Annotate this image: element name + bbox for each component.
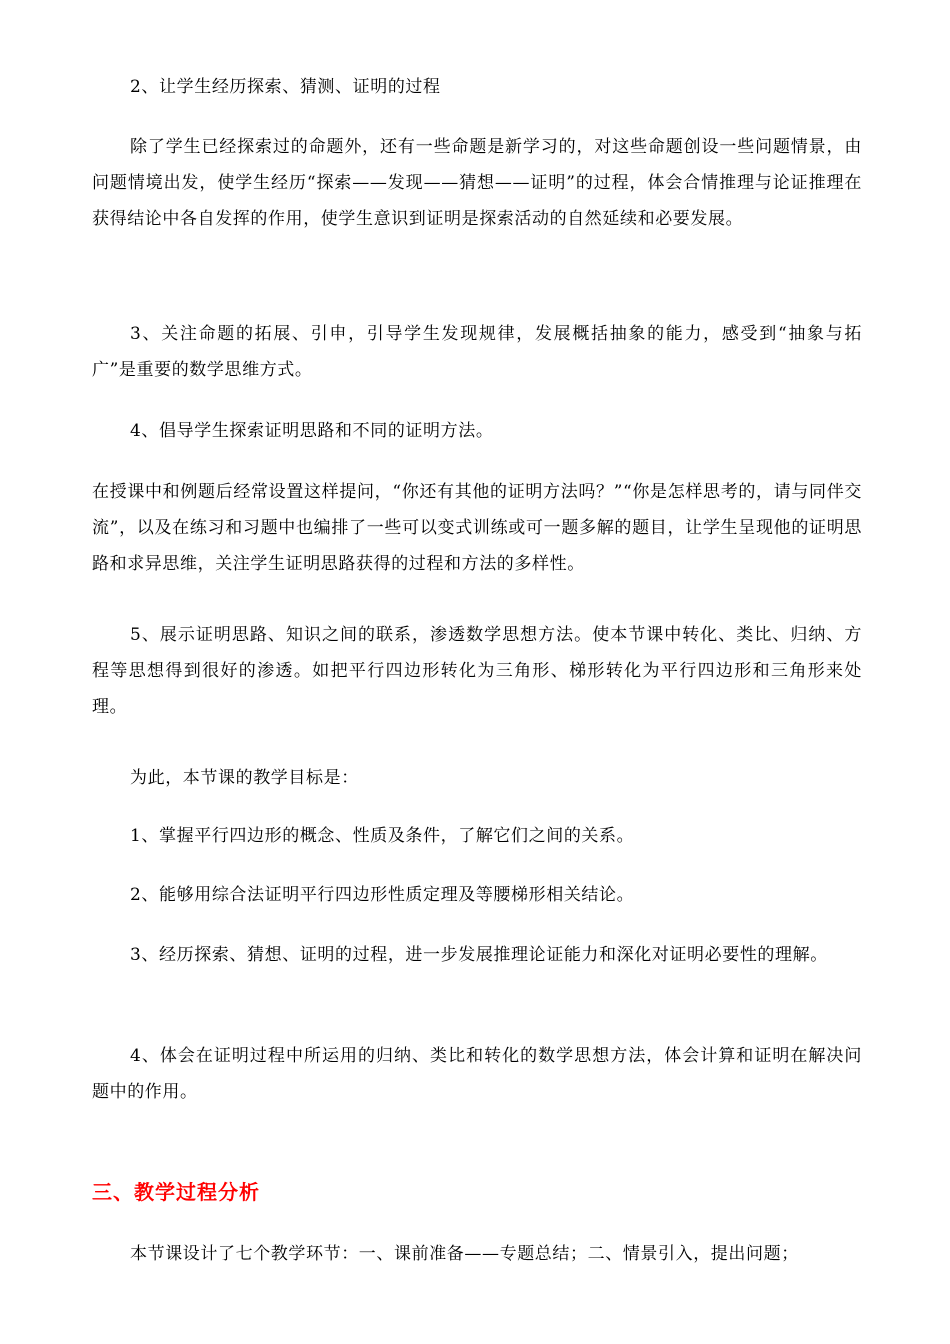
paragraph-objectives-intro: 为此，本节课的教学目标是： [130,768,359,788]
objective-2: 2、能够用综合法证明平行四边形性质定理及等腰梯形相关结论。 [130,885,635,905]
paragraph-goal-5: 5、展示证明思路、知识之间的联系，渗透数学思想方法。使本节课中转化、类比、归纳、方程等思想得到很好的渗透。如把平行四边形转化为三角形、梯形转化为平行四边形和三角形来处理。 [92,625,862,717]
paragraph-goal-3: 3、关注命题的拓展、引申，引导学生发现规律，发展概括抽象的能力，感受到“抽象与拓广”是重要的数学思维方式。 [92,324,862,380]
section-heading: 三、教学过程分析 [92,1180,260,1204]
objective-3: 3、经历探索、猜想、证明的过程，进一步发展推理论证能力和深化对证明必要性的理解。 [130,945,828,965]
objective-4: 4、体会在证明过程中所运用的归纳、类比和转化的数学思想方法，体会计算和证明在解决问题中的作用。 [92,1046,862,1102]
paragraph-process-intro: 本节课设计了七个教学环节：一、课前准备——专题总结；二、情景引入，提出问题； [130,1244,799,1264]
objective-1: 1、掌握平行四边形的概念、性质及条件，了解它们之间的关系。 [130,826,635,846]
paragraph-goal-2: 2、让学生经历探索、猜测、证明的过程 [130,77,441,97]
paragraph-teaching-questions: 在授课中和例题后经常设置这样提问，“你还有其他的证明方法吗？”“你是怎样思考的，请与同伴交流”，以及在练习和习题中也编排了一些可以变式训练或可一题多解的题目，让学生呈现他的证明思路和求异思维，关注学生证明思路获得的过程和方法的多样性。 [92,482,862,574]
paragraph-goal-4: 4、倡导学生探索证明思路和不同的证明方法。 [130,421,494,441]
paragraph-explore-process: 除了学生已经探索过的命题外，还有一些命题是新学习的，对这些命题创设一些问题情景，由问题情境出发，使学生经历“探索——发现——猜想——证明”的过程，体会合情推理与论证推理在获得结论中各自发挥的作用，使学生意识到证明是探索活动的自然延续和必要发展。 [92,137,862,229]
